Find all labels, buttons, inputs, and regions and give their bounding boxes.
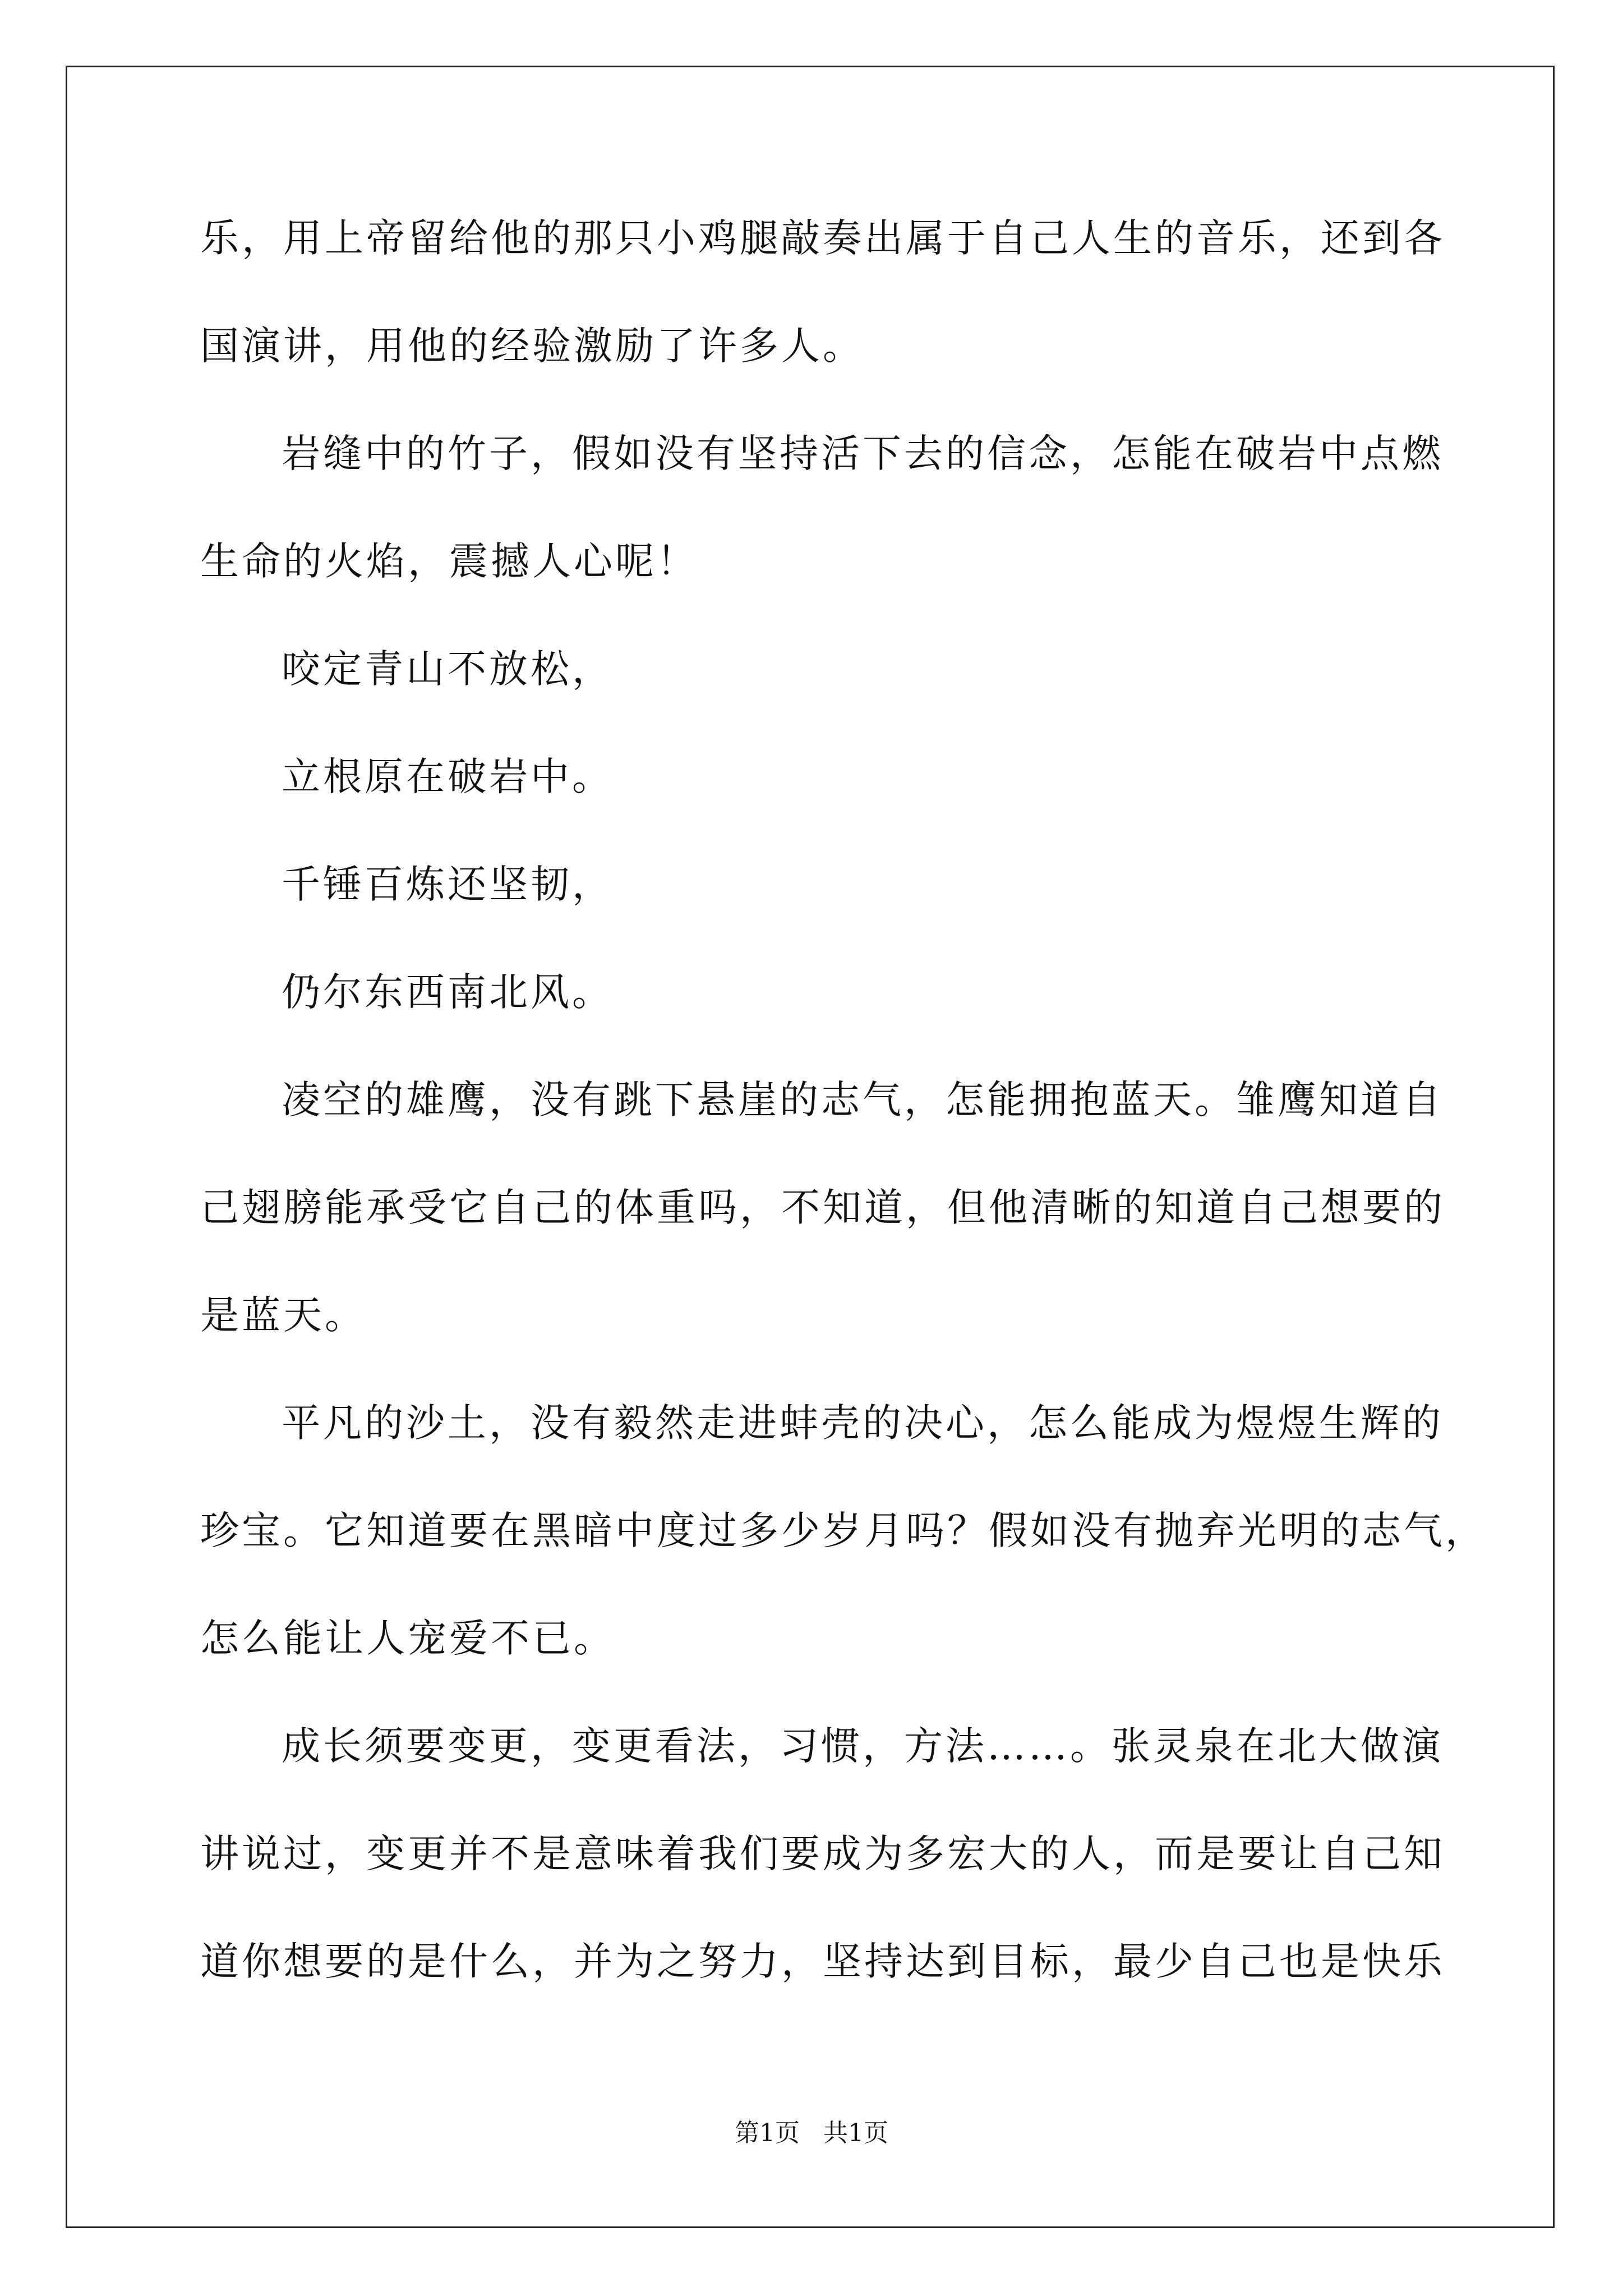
paragraph-first-line: 成长须要变更，变更看法，习惯，方法……。张灵泉在北大做演 — [282, 1724, 1444, 1769]
poem-line: 仍尔东西南北风。 — [282, 970, 614, 1015]
paragraph-first-line: 岩缝中的竹子，假如没有坚持活下去的信念，怎能在破岩中点燃 — [282, 431, 1444, 476]
paragraph-first-line: 凌空的雄鹰，没有跳下悬崖的志气，怎能拥抱蓝天。雏鹰知道自 — [282, 1078, 1444, 1122]
poem-line: 咬定青山不放松， — [282, 647, 614, 692]
text-line: 道你想要的是什么，并为之努力，坚持达到目标，最少自己也是快乐 — [200, 1939, 1445, 1984]
text-line: 珍宝。它知道要在黑暗中度过多少岁月吗？假如没有抛弃光明的志气， — [200, 1508, 1487, 1553]
page-border — [66, 66, 1555, 2228]
poem-line: 千锤百炼还坚韧， — [282, 862, 614, 907]
text-line: 己翅膀能承受它自己的体重吗，不知道，但他清晰的知道自己想要的 — [200, 1185, 1445, 1230]
paragraph-first-line: 平凡的沙土，没有毅然走进蚌壳的决心，怎么能成为煜煜生辉的 — [282, 1401, 1444, 1446]
text-line: 国演讲，用他的经验激励了许多人。 — [200, 324, 864, 369]
page-number-footer: 第1页 共1页 — [735, 2119, 888, 2147]
text-line: 讲说过，变更并不是意味着我们要成为多宏大的人，而是要让自己知 — [200, 1832, 1445, 1876]
poem-line: 立根原在破岩中。 — [282, 754, 614, 799]
text-line: 乐，用上帝留给他的那只小鸡腿敲奏出属于自己人生的音乐，还到各 — [200, 216, 1445, 261]
text-line: 生命的火焰，震撼人心呢！ — [200, 539, 698, 584]
text-line: 怎么能让人宠爱不已。 — [200, 1616, 615, 1661]
text-line: 是蓝天。 — [200, 1293, 366, 1338]
